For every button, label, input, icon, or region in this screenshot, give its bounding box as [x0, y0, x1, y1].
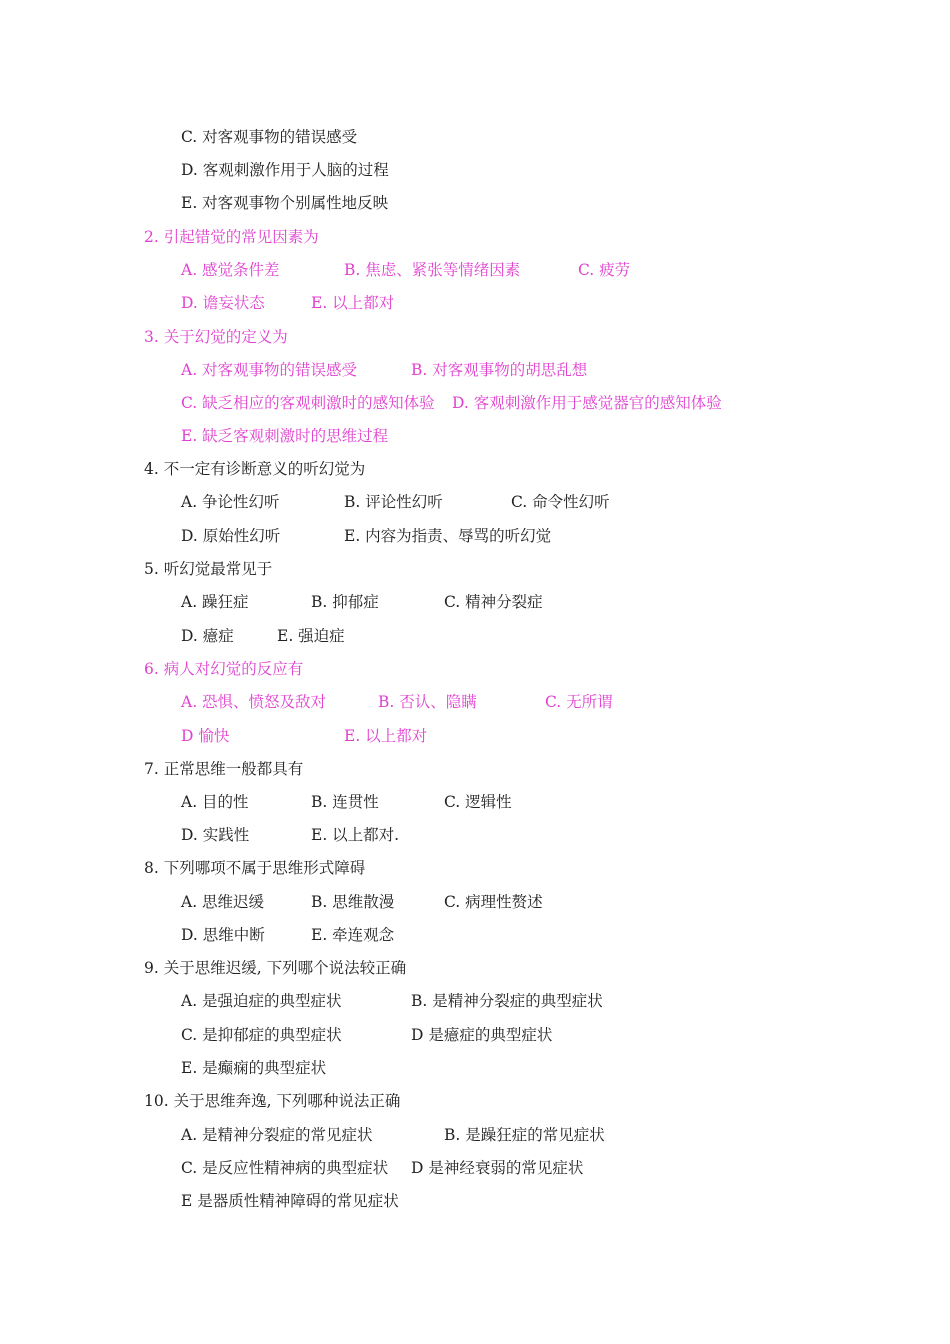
q6-stem: 6. 病人对幻觉的反应有 — [144, 660, 304, 678]
q9-option-e: E. 是癫痫的典型症状 — [181, 1059, 327, 1077]
q7-option-d: D. 实践性 — [181, 826, 250, 844]
q6-option-d: D 愉快 — [181, 727, 230, 745]
q1-option-c: C. 对客观事物的错误感受 — [181, 128, 358, 146]
q7-stem: 7. 正常思维一般都具有 — [144, 760, 304, 778]
q4-option-a: A. 争论性幻听 — [181, 493, 280, 511]
q8-option-a: A. 思维迟缓 — [181, 893, 265, 911]
q10-stem: 10. 关于思维奔逸, 下列哪种说法正确 — [144, 1092, 401, 1110]
q10-option-d: D 是神经衰弱的常见症状 — [411, 1159, 584, 1177]
q9-option-d: D 是癔症的典型症状 — [411, 1026, 553, 1044]
q4-stem: 4. 不一定有诊断意义的听幻觉为 — [144, 460, 366, 478]
q4-option-b: B. 评论性幻听 — [344, 493, 443, 511]
q7-option-c: C. 逻辑性 — [444, 793, 512, 811]
q8-option-c: C. 病理性赘述 — [444, 893, 543, 911]
q2-option-a: A. 感觉条件差 — [181, 261, 280, 279]
q8-option-d: D. 思维中断 — [181, 926, 265, 944]
q10-option-c: C. 是反应性精神病的典型症状 — [181, 1159, 389, 1177]
q3-option-b: B. 对客观事物的胡思乱想 — [411, 361, 588, 379]
q6-option-a: A. 恐惧、愤怒及敌对 — [181, 693, 327, 711]
q1-option-d: D. 客观刺激作用于人脑的过程 — [181, 161, 389, 179]
q3-option-a: A. 对客观事物的错误感受 — [181, 361, 358, 379]
q8-option-b: B. 思维散漫 — [311, 893, 395, 911]
q10-option-a: A. 是精神分裂症的常见症状 — [181, 1126, 373, 1144]
q9-option-b: B. 是精神分裂症的典型症状 — [411, 992, 603, 1010]
q9-stem: 9. 关于思维迟缓, 下列哪个说法较正确 — [144, 959, 407, 977]
q3-option-c: C. 缺乏相应的客观刺激时的感知体验 — [181, 394, 435, 412]
q2-stem: 2. 引起错觉的常见因素为 — [144, 228, 319, 246]
q4-option-d: D. 原始性幻听 — [181, 527, 281, 545]
q5-option-b: B. 抑郁症 — [311, 593, 379, 611]
q3-stem: 3. 关于幻觉的定义为 — [144, 328, 288, 346]
q8-option-e: E. 牵连观念 — [311, 926, 395, 944]
q3-option-e: E. 缺乏客观刺激时的思维过程 — [181, 427, 389, 445]
q6-option-e: E. 以上都对 — [344, 727, 428, 745]
q4-option-c: C. 命令性幻听 — [511, 493, 610, 511]
q6-option-b: B. 否认、隐瞒 — [378, 693, 477, 711]
q2-option-b: B. 焦虑、紧张等情绪因素 — [344, 261, 521, 279]
q5-stem: 5. 听幻觉最常见于 — [144, 560, 273, 578]
q5-option-d: D. 癔症 — [181, 627, 234, 645]
q3-option-d: D. 客观刺激作用于感觉器官的感知体验 — [452, 394, 722, 412]
q7-option-e: E. 以上都对. — [311, 826, 400, 844]
q4-option-e: E. 内容为指责、辱骂的听幻觉 — [344, 527, 552, 545]
q5-option-a: A. 躁狂症 — [181, 593, 249, 611]
q5-option-c: C. 精神分裂症 — [444, 593, 543, 611]
q10-option-e: E 是器质性精神障碍的常见症状 — [181, 1192, 399, 1210]
q9-option-a: A. 是强迫症的典型症状 — [181, 992, 342, 1010]
q7-option-a: A. 目的性 — [181, 793, 249, 811]
q2-option-e: E. 以上都对 — [311, 294, 395, 312]
q6-option-c: C. 无所谓 — [545, 693, 613, 711]
q2-option-d: D. 谵妄状态 — [181, 294, 265, 312]
q8-stem: 8. 下列哪项不属于思维形式障碍 — [144, 859, 366, 877]
q5-option-e: E. 强迫症 — [277, 627, 345, 645]
q9-option-c: C. 是抑郁症的典型症状 — [181, 1026, 342, 1044]
q7-option-b: B. 连贯性 — [311, 793, 379, 811]
q2-option-c: C. 疲劳 — [578, 261, 631, 279]
q10-option-b: B. 是躁狂症的常见症状 — [444, 1126, 605, 1144]
q1-option-e: E. 对客观事物个别属性地反映 — [181, 194, 389, 212]
